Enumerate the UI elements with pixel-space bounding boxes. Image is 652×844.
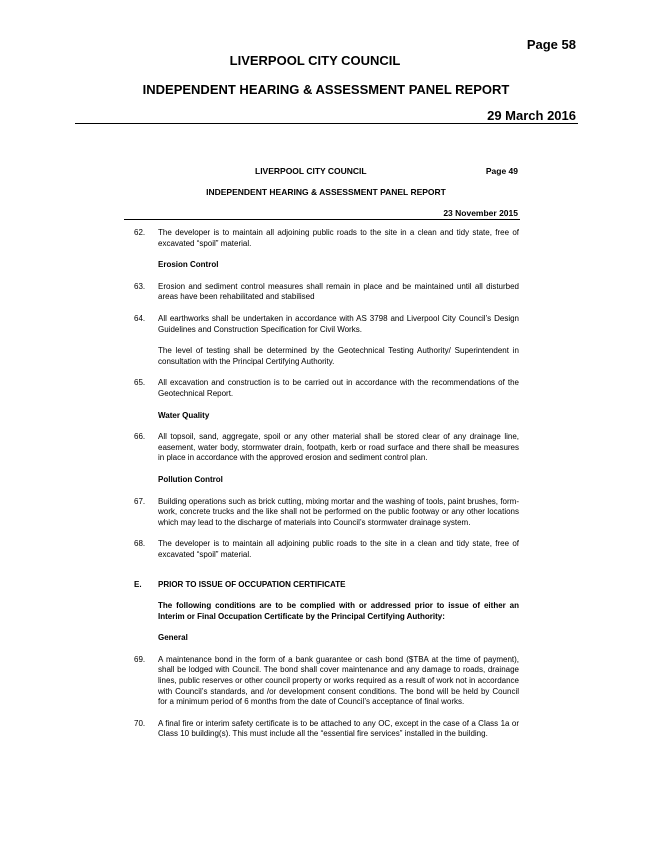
condition-item (134, 539, 519, 560)
condition-item (134, 228, 519, 249)
condition-number: 65. (134, 378, 146, 388)
outer-date: 29 March 2016 (487, 108, 576, 123)
condition-paragraph: The level of testing shall be determined by the Geotechnical Testing Authority/ Superintendent in consultation with the Principal Certifying Authority. (158, 346, 519, 366)
condition-item (134, 282, 519, 303)
condition-number: 64. (134, 313, 146, 323)
outer-panel-title: INDEPENDENT HEARING & ASSESSMENT PANEL REPORT (142, 82, 510, 97)
condition-text: Erosion and sediment control measures shall remain in place and be maintained until all disturbed areas have been rehabilitated and stabilised (158, 281, 519, 302)
condition-text: Building operations such as brick cutting, mixing mortar and the washing of tools, paint brushes, form-work, concrete trucks and the like shall not be performed on the public footway or any other locations which may lead to the discharge of materials into Council’s stormwater drainage system. (158, 496, 519, 527)
section-title: PRIOR TO ISSUE OF OCCUPATION CERTIFICATE (158, 580, 346, 590)
section-heading: Water Quality (158, 410, 210, 420)
condition-text: All earthworks shall be undertaken in accordance with AS 3798 and Liverpool City Council’s Design Guidelines and Construction Specification for Civil Works. (158, 313, 519, 334)
condition-text: All topsoil, sand, aggregate, spoil or any other material shall be stored clear of any drainage line, easement, water body, stormwater drain, footpath, kerb or road surface and there shall be measures in place in accordance with the approved erosion and sediment control plan. (158, 432, 519, 463)
section-intro: The following conditions are to be complied with or addressed prior to issue of either an Interim or Final Occupation Certificate by the Principal Certifying Authority: (158, 601, 519, 621)
condition-item (134, 497, 519, 529)
condition-text: The developer is to maintain all adjoining public roads to the site in a clean and tidy state, free of excavated “spoil” material. (158, 228, 519, 248)
outer-council-title: LIVERPOOL CITY COUNCIL (229, 53, 401, 68)
inner-page-number: Page 49 (485, 166, 518, 176)
condition-item (134, 314, 519, 335)
condition-item (134, 655, 519, 708)
condition-number: 70. (134, 718, 146, 728)
section-heading: Pollution Control (158, 474, 223, 484)
inner-header-divider (124, 219, 520, 220)
condition-text: All excavation and construction is to be carried out in accordance with the recommendations of the Geotechnical Report. (158, 378, 519, 398)
section-e-heading (134, 580, 519, 591)
condition-number: 68. (134, 539, 146, 549)
condition-number: 67. (134, 496, 146, 506)
condition-number: 63. (134, 281, 146, 291)
condition-item (134, 432, 519, 464)
document-body (134, 228, 519, 740)
condition-number: 66. (134, 432, 146, 442)
condition-item (134, 719, 519, 740)
inner-date: 23 November 2015 (443, 208, 518, 218)
condition-number: 69. (134, 654, 146, 664)
condition-text: A maintenance bond in the form of a bank guarantee or cash bond ($TBA at the time of payment), shall be lodged with Council. The bond shall cover maintenance and any damage to roads, drainage lines, public reserves or other council property or works required as a result of work not in accordance with Council’s standards, and /or development consent conditions. The bond will be held by Council for a minimum period of 6 months from the date of Council’s acceptance of final works. (158, 654, 519, 707)
condition-item (134, 378, 519, 399)
inner-council-title: LIVERPOOL CITY COUNCIL (255, 166, 367, 176)
condition-text: The developer is to maintain all adjoining public roads to the site in a clean and tidy state, free of excavated “spoil” material. (158, 539, 519, 559)
condition-number: 62. (134, 228, 146, 237)
outer-page-number: Page 58 (526, 37, 576, 52)
outer-header-divider (75, 123, 578, 124)
section-letter: E. (134, 580, 142, 590)
inner-panel-title: INDEPENDENT HEARING & ASSESSMENT PANEL REPORT (206, 187, 446, 197)
section-heading: Erosion Control (158, 260, 219, 270)
condition-text: A final fire or interim safety certificate is to be attached to any OC, except in the case of a Class 1a or Class 10 building(s). This must include all the “essential fire services” installed in the building. (158, 718, 519, 739)
section-heading: General (158, 633, 188, 643)
